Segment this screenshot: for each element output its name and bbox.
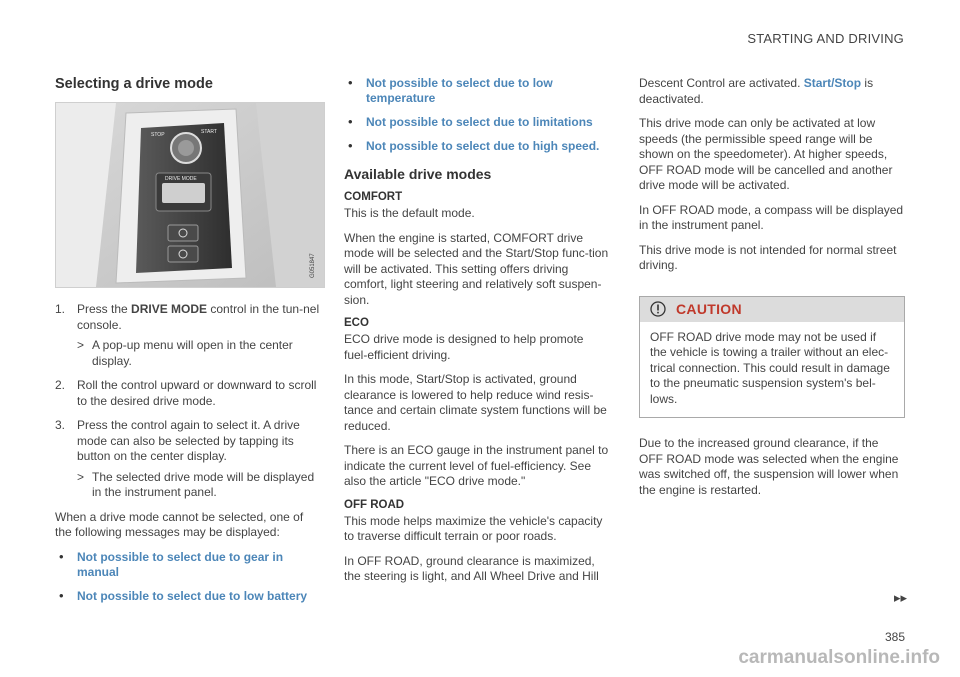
section-header: STARTING AND DRIVING [747,31,904,46]
paragraph: There is an ECO gauge in the instrument panel to indicate the current level of fuel-efficiency. See also the article "ECO drive mode." [344,443,609,488]
result-marker: > [77,469,85,484]
paragraph: This drive mode is not intended for normal street driving. [639,242,897,272]
list-item: • Not possible to select due to low temperature [348,75,553,105]
step-number: 2. [55,378,66,392]
step-text: Press the control again to select it. A drive mode can also be selected by tapping its button on the center display. [77,418,300,463]
caution-header [640,297,904,322]
warning-icon [650,301,666,317]
message-link[interactable]: Not possible to select due to low temperature [366,76,553,105]
eco-heading: ECO [344,317,369,329]
offroad-heading: OFF ROAD [344,498,405,511]
control-name: DRIVE MODE [131,302,208,316]
column-2 [344,76,610,594]
step-result [77,470,323,501]
paragraph: In OFF ROAD, ground clearance is maximized, the steering is light, and All Wheel Drive and Hill [344,553,599,583]
result-marker: > [77,338,85,352]
paragraph: Due to the increased ground clearance, if the OFF ROAD mode was selected when the engine was switched off, the suspension will lower when the engine is restarted. [639,436,899,497]
available-modes-title: Available drive modes [344,166,492,182]
step-text: Press the [77,302,132,316]
text: Descent Control are activated. [639,76,804,90]
figure-code: G051847 [310,253,316,278]
result-text: A pop-up menu will open in the center display. [92,338,293,368]
caution-text: OFF ROAD drive mode may not be used if the vehicle is towing a trailer without an elec-trical connection. This could result in damage to the pneumatic suspension system's bel-lows. [650,329,890,406]
start-stop-link[interactable]: Start/Stop [803,76,862,90]
paragraph [639,76,905,107]
list-item: • Not possible to select due to gear in manual [59,548,284,579]
stop-label: STOP [151,132,165,138]
caution-box [639,296,905,419]
step-text: control in the tun-nel console. [77,302,320,332]
message-link[interactable]: Not possible to select due to limitations [366,115,593,129]
paragraph: This drive mode can only be activated at low speeds (the permissible speed range will be shown on the speedometer). At higher speeds, OFF ROAD mode will be cancelled and another drive mode will be activated. [639,116,893,192]
step-number: 3. [55,418,66,432]
caution-title: CAUTION [676,301,742,317]
paragraph: This is the default mode. [344,206,475,220]
list-item: • Not possible to select due to limitations [348,114,593,129]
message-list [55,550,323,604]
messages-intro: When a drive mode cannot be selected, one of the following messages may be displayed: [55,509,304,539]
step-3 [55,418,323,501]
page-number: 385 [884,630,905,644]
paragraph: When the engine is started, COMFORT drive mode will be selected and the Start/Stop func-tion will be activated. This setting offers driving comfort, light steering and relatively soft suspen-sion. [344,230,609,307]
message-link[interactable]: Not possible to select due to high speed. [366,139,600,153]
comfort-heading: COMFORT [344,191,403,203]
message-link[interactable]: Not possible to select due to low battery [77,588,308,603]
watermark: carmanualsonline.info [738,647,940,668]
step-number: 1. [55,302,66,316]
console-illustration [56,103,324,287]
step-text: Roll the control upward or downward to scroll to the desired drive mode. [77,378,317,408]
result-text: The selected drive mode will be displayed in the instrument panel. [92,469,315,499]
paragraph: In OFF ROAD mode, a compass will be displayed in the instrument panel. [639,202,904,232]
paragraph: In this mode, Start/Stop is activated, ground clearance is lowered to help reduce wind resis-tance and certain climate system functions will be reduced. [344,372,607,433]
drive-mode-label: DRIVE MODE [165,176,197,182]
column-1 [55,76,323,613]
message-link[interactable]: Not possible to select due to gear in manual [77,549,284,579]
paragraph: ECO drive mode is designed to help promote fuel-efficient driving. [344,332,584,362]
step-1 [55,302,323,369]
paragraph: This mode helps maximize the vehicle's capacity to traverse difficult terrain or poor roads. [344,513,603,543]
list-item: • Not possible to select due to low battery [59,587,308,603]
drive-mode-control-image [55,102,325,288]
column-3 [639,76,905,507]
step-list [55,302,323,501]
list-item: • Not possible to select due to high speed. [348,138,600,153]
continue-icon: ▸▸ [893,590,907,605]
text: is deactivated. [639,76,874,106]
start-label: START [201,129,217,135]
message-list-continued [344,76,610,154]
step-2 [55,378,323,409]
step-result [77,338,323,369]
section-title: Selecting a drive mode [55,76,213,92]
